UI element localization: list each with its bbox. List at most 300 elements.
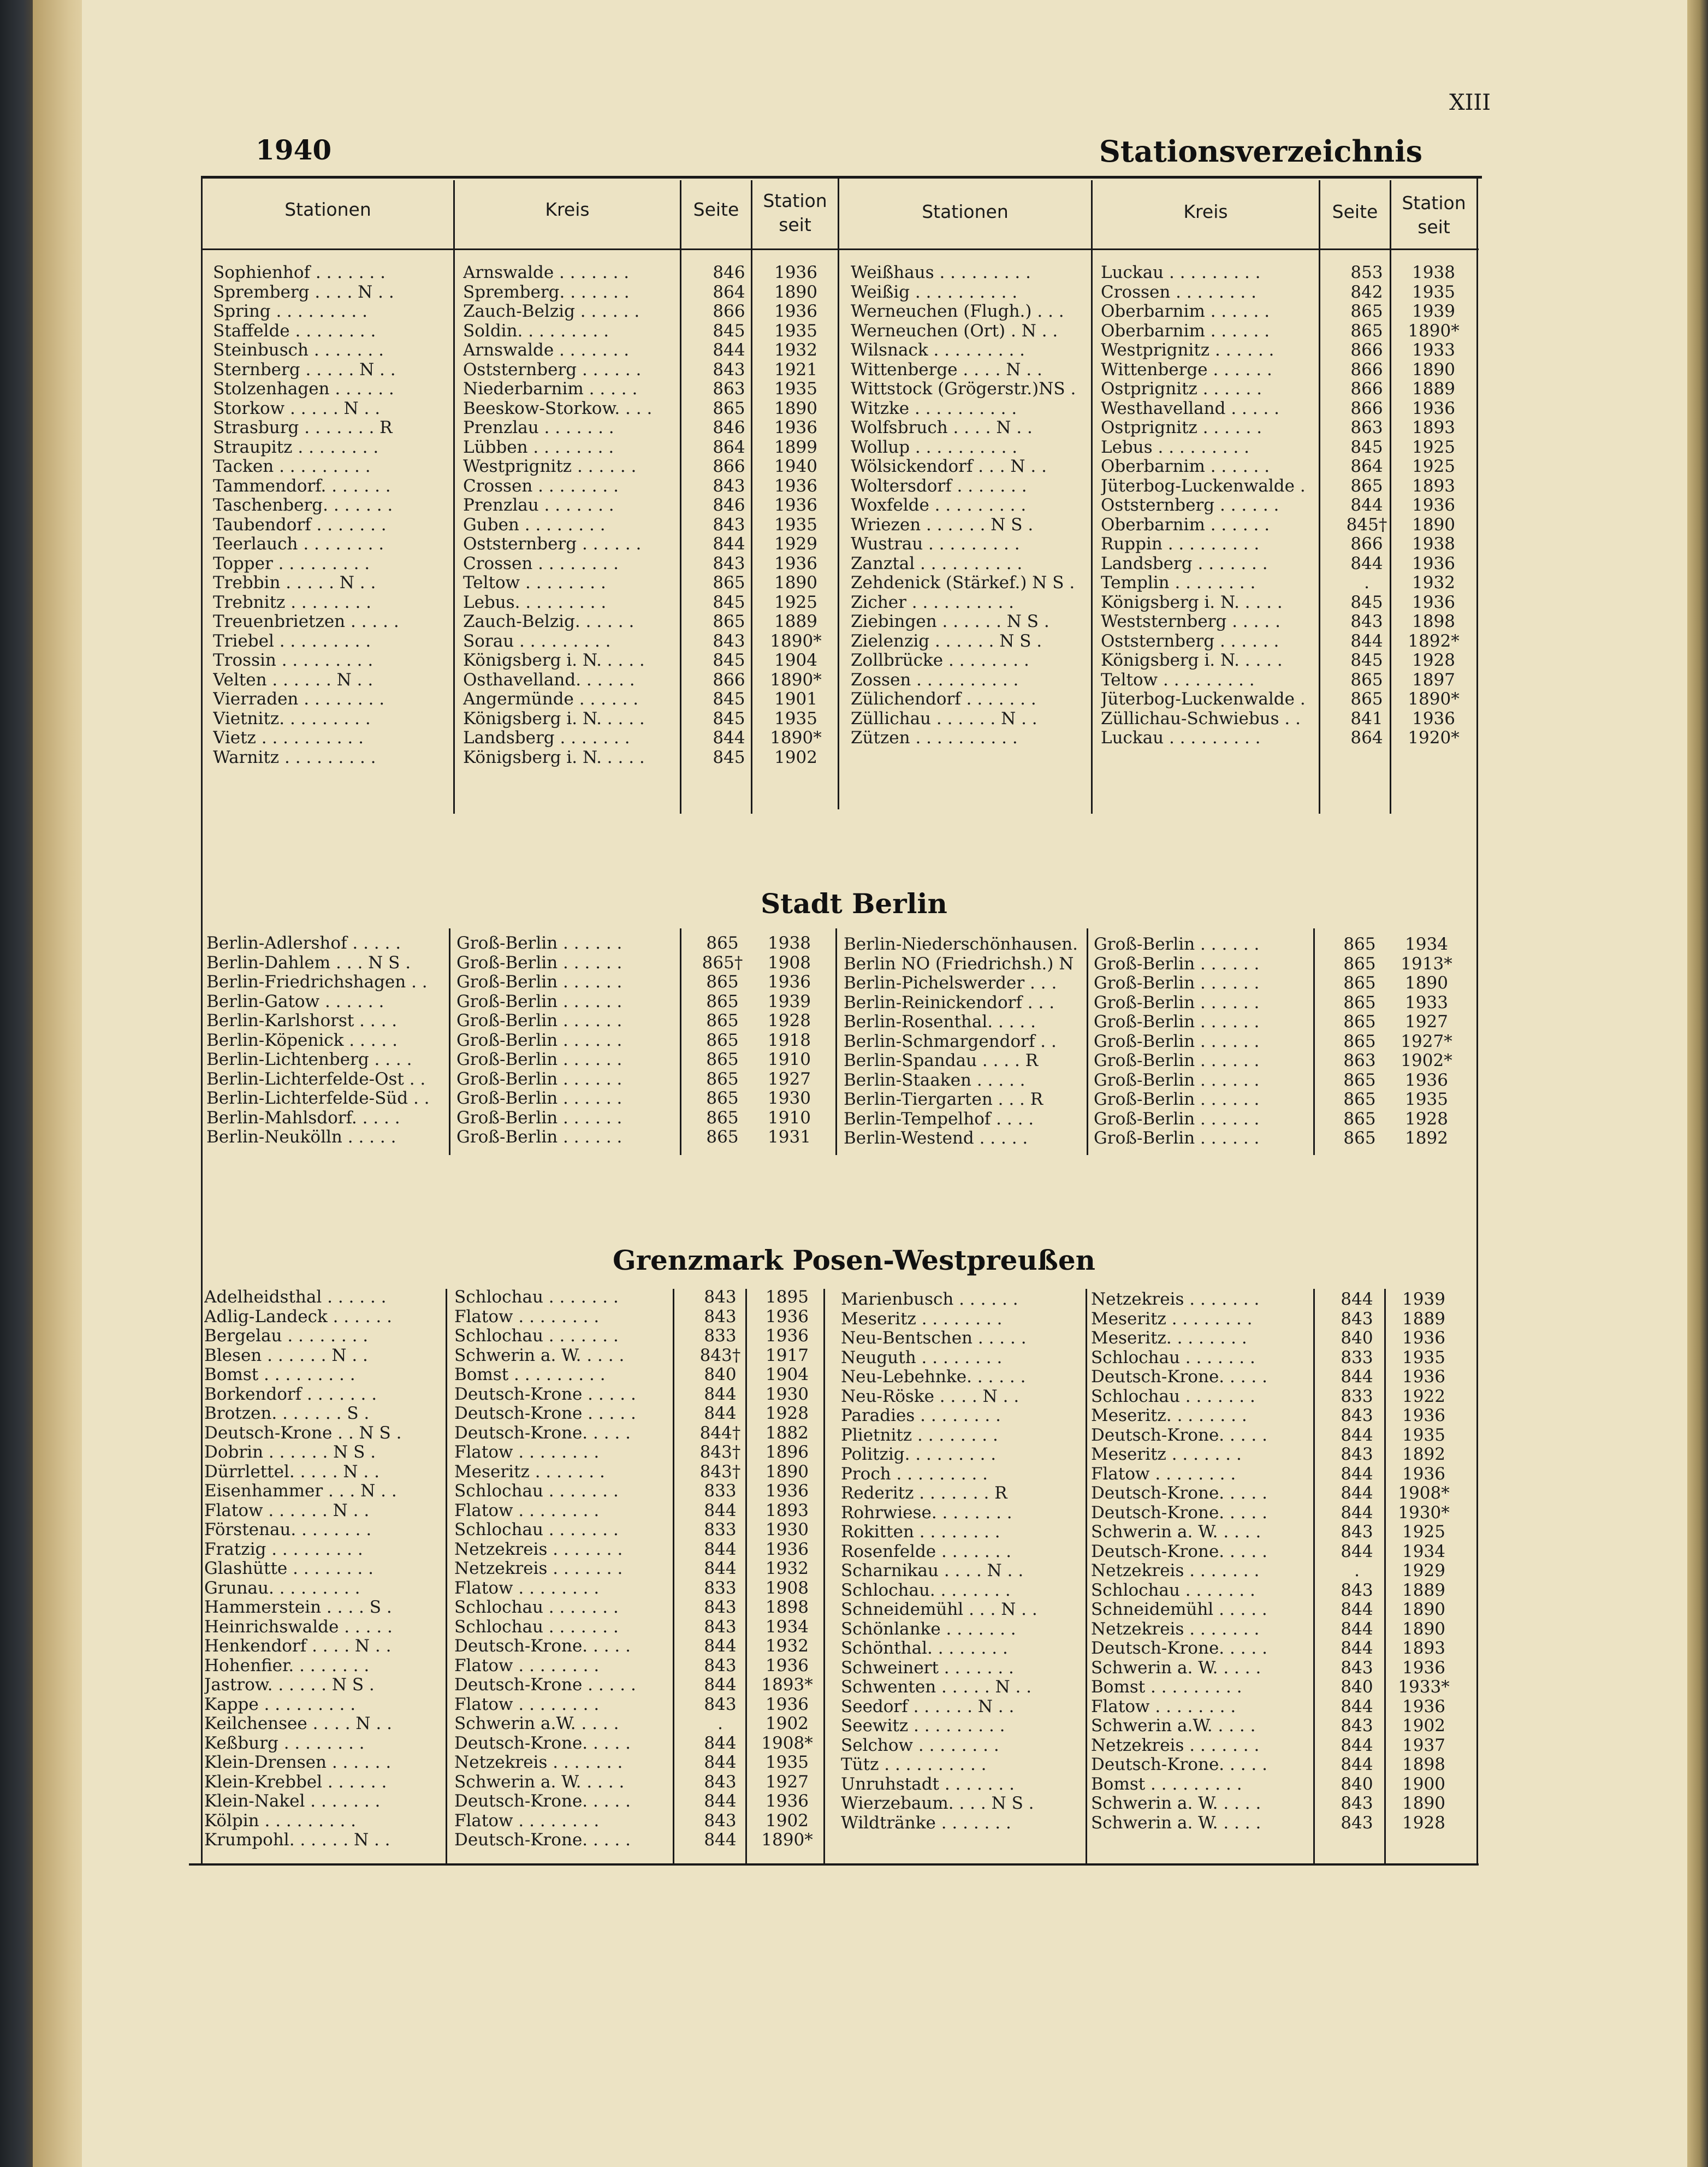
kreis-name: Schwerin a. W. . . . . bbox=[1091, 1813, 1261, 1833]
kreis-name: Deutsch-Krone . . . . . bbox=[454, 1404, 636, 1423]
station-name: Rokitten . . . . . . . . bbox=[841, 1523, 1000, 1542]
station-list bbox=[844, 935, 1466, 1148]
station-name: Klein-Krebbel . . . . . . bbox=[204, 1772, 387, 1792]
kreis-name: Meseritz . . . . . . . . bbox=[1091, 1309, 1253, 1329]
kreis-name: Groß-Berlin . . . . . . bbox=[1094, 993, 1260, 1013]
station-name: Bergelau . . . . . . . . bbox=[204, 1327, 369, 1346]
table-row bbox=[841, 1484, 1463, 1503]
kreis-name: Groß-Berlin . . . . . . bbox=[1094, 1032, 1260, 1051]
station-seit-value: 1932 bbox=[766, 1636, 809, 1656]
table-row bbox=[204, 1598, 827, 1618]
seite-value: . bbox=[1354, 1561, 1360, 1580]
station-seit-value: 1890 bbox=[774, 398, 817, 418]
seite-value: 845 bbox=[713, 321, 745, 341]
station-seit-value: 1927 bbox=[768, 1069, 811, 1089]
kreis-name: Deutsch-Krone . . . . . bbox=[454, 1384, 636, 1404]
table-row bbox=[213, 690, 835, 709]
table-row bbox=[213, 302, 835, 322]
station-seit-value: 1936 bbox=[1412, 592, 1455, 612]
station-seit-value: 1893 bbox=[1412, 476, 1455, 496]
station-seit-value: 1927 bbox=[1405, 1012, 1448, 1032]
station-seit-value: 1898 bbox=[1412, 612, 1455, 631]
kreis-name: Groß-Berlin . . . . . . bbox=[456, 1108, 622, 1128]
seite-value: 840 bbox=[1341, 1328, 1373, 1348]
kreis-name: Oststernberg . . . . . . bbox=[463, 360, 642, 380]
table-row bbox=[841, 1814, 1463, 1833]
kreis-name: Groß-Berlin . . . . . . bbox=[1094, 1051, 1260, 1070]
kreis-name: Schlochau . . . . . . . bbox=[1091, 1348, 1255, 1367]
station-name: Selchow . . . . . . . . bbox=[841, 1736, 999, 1755]
kreis-name: Flatow . . . . . . . . bbox=[1091, 1697, 1236, 1716]
table-row bbox=[213, 418, 835, 438]
station-seit-value: 1890 bbox=[1405, 973, 1448, 993]
header-center-rule bbox=[838, 176, 839, 809]
seite-value: 865 bbox=[1343, 1012, 1376, 1032]
table-row bbox=[204, 1831, 827, 1850]
seite-value: 865 bbox=[1350, 476, 1383, 496]
kreis-name: Oststernberg . . . . . . bbox=[1101, 631, 1279, 651]
station-seit-value: 1890 bbox=[766, 1461, 809, 1482]
station-seit-value: 1893 bbox=[1402, 1638, 1445, 1658]
table-row bbox=[851, 477, 1473, 496]
station-name: Klein-Nakel . . . . . . . bbox=[204, 1792, 381, 1811]
station-name: Schneidemühl . . . N . . bbox=[841, 1600, 1037, 1619]
station-seit-value: 1928 bbox=[1412, 650, 1455, 670]
header-seite-right: Seite bbox=[1332, 201, 1378, 222]
seite-value: 865 bbox=[706, 991, 739, 1011]
seite-value: 843 bbox=[1341, 1444, 1373, 1464]
kreis-name: Netzekreis . . . . . . . bbox=[1091, 1619, 1260, 1639]
seite-value: 844 bbox=[704, 1752, 737, 1772]
table-row bbox=[841, 1503, 1463, 1523]
station-name: Berlin-Lichtenberg . . . . bbox=[206, 1050, 412, 1069]
kreis-name: Groß-Berlin . . . . . . bbox=[456, 1089, 622, 1108]
kreis-name: Oberbarnim . . . . . . bbox=[1101, 302, 1270, 321]
kreis-name: Schlochau . . . . . . . bbox=[454, 1598, 619, 1617]
station-name: Hohenfier. . . . . . . . bbox=[204, 1656, 370, 1675]
table-row bbox=[204, 1288, 827, 1307]
kreis-name: Meseritz . . . . . . . bbox=[1091, 1445, 1242, 1464]
station-name: Berlin-Gatow . . . . . . bbox=[206, 992, 384, 1011]
station-seit-value: 1890* bbox=[770, 728, 822, 748]
station-name: Zielenzig . . . . . . N S . bbox=[851, 631, 1042, 651]
station-seit-value: 1940 bbox=[774, 457, 817, 476]
table-row bbox=[213, 573, 835, 593]
station-name: Berlin-Lichterfelde-Ost . . bbox=[206, 1069, 426, 1089]
seite-value: 866 bbox=[1350, 398, 1383, 418]
station-name: Sternberg . . . . . N . . bbox=[213, 360, 396, 380]
kreis-name: Netzekreis . . . . . . . bbox=[1091, 1290, 1260, 1309]
station-seit-value: 1893 bbox=[1412, 418, 1455, 437]
seite-value: 833 bbox=[1341, 1386, 1373, 1406]
kreis-name: Teltow . . . . . . . . bbox=[463, 573, 606, 593]
station-name: Adlig-Landeck . . . . . . bbox=[204, 1307, 392, 1327]
station-name: Warnitz . . . . . . . . . bbox=[213, 748, 376, 767]
station-seit-value: 1902 bbox=[766, 1714, 809, 1733]
station-seit-value: 1934 bbox=[766, 1617, 809, 1637]
station-name: Proch . . . . . . . . . bbox=[841, 1464, 988, 1484]
station-name: Wustrau . . . . . . . . . bbox=[851, 535, 1020, 554]
station-name: Berlin-Karlshorst . . . . bbox=[206, 1011, 398, 1031]
station-seit-value: 1936 bbox=[766, 1326, 809, 1346]
station-name: Neu-Röske . . . . N . . bbox=[841, 1387, 1019, 1406]
seite-value: 843 bbox=[704, 1694, 737, 1714]
station-name: Dürrlettel. . . . . N . . bbox=[204, 1462, 379, 1482]
station-name: Witzke . . . . . . . . . . bbox=[851, 399, 1017, 418]
seite-value: . bbox=[717, 1714, 723, 1733]
year-heading: 1940 bbox=[256, 134, 332, 166]
station-name: Blesen . . . . . . N . . bbox=[204, 1346, 368, 1365]
station-name: Berlin-Dahlem . . . N S . bbox=[206, 953, 411, 973]
station-seit-value: 1890 bbox=[774, 573, 817, 593]
station-name: Strasburg . . . . . . . R bbox=[213, 418, 393, 437]
table-row bbox=[851, 457, 1473, 477]
kreis-name: Crossen . . . . . . . . bbox=[463, 554, 619, 573]
station-name: Berlin-Niederschönhausen. bbox=[844, 935, 1078, 954]
seite-value: 843 bbox=[1341, 1522, 1373, 1542]
station-name: Teerlauch . . . . . . . . bbox=[213, 535, 384, 554]
station-seit-value: 1882 bbox=[766, 1423, 809, 1443]
station-seit-value: 1936 bbox=[1402, 1328, 1445, 1348]
table-row bbox=[851, 554, 1473, 574]
kreis-name: Deutsch-Krone. . . . . bbox=[1091, 1503, 1267, 1523]
station-seit-value: 1900 bbox=[1402, 1774, 1445, 1794]
table-row bbox=[841, 1523, 1463, 1542]
seite-value: 843 bbox=[704, 1597, 737, 1617]
table-row bbox=[204, 1811, 827, 1831]
kreis-name: Ostprignitz . . . . . . bbox=[1101, 418, 1262, 437]
seite-value: 833 bbox=[704, 1578, 737, 1598]
kreis-name: Schwerin a.W. . . . . bbox=[454, 1714, 619, 1733]
seite-value: 845 bbox=[713, 689, 745, 709]
station-seit-value: 1928 bbox=[766, 1404, 809, 1423]
station-seit-value: 1929 bbox=[1402, 1561, 1445, 1580]
station-name: Stolzenhagen . . . . . . bbox=[213, 380, 394, 399]
kreis-name: Zauch-Belzig . . . . . . bbox=[463, 302, 640, 321]
kreis-name: Schlochau . . . . . . . bbox=[454, 1327, 619, 1346]
kreis-name: Meseritz . . . . . . . bbox=[454, 1462, 605, 1482]
station-seit-value: 1910 bbox=[768, 1108, 811, 1128]
table-row bbox=[213, 516, 835, 535]
station-name: Wollup . . . . . . . . . . bbox=[851, 437, 1018, 457]
table-row bbox=[204, 1482, 827, 1501]
table-row bbox=[841, 1542, 1463, 1562]
kreis-name: Schwerin a. W. . . . . bbox=[1091, 1658, 1261, 1678]
station-seit-value: 1939 bbox=[1412, 301, 1455, 321]
station-seit-value: 1933* bbox=[1398, 1677, 1450, 1697]
kreis-name: Groß-Berlin . . . . . . bbox=[1094, 974, 1260, 993]
seite-value: 865 bbox=[706, 1011, 739, 1031]
kreis-name: Flatow . . . . . . . . bbox=[454, 1443, 600, 1462]
kreis-name: Angermünde . . . . . . bbox=[463, 690, 639, 709]
seite-value: 846 bbox=[713, 263, 745, 282]
table-row bbox=[851, 632, 1473, 652]
station-seit-value: 1936 bbox=[774, 263, 817, 282]
kreis-name: Oberbarnim . . . . . . bbox=[1101, 515, 1270, 535]
station-seit-value: 1890 bbox=[1412, 514, 1455, 535]
station-seit-value: 1892* bbox=[1408, 631, 1460, 651]
station-name: Flatow . . . . . . N . . bbox=[204, 1501, 370, 1520]
station-seit-value: 1918 bbox=[768, 1030, 811, 1050]
seite-value: 866 bbox=[1350, 359, 1383, 380]
table-row bbox=[213, 477, 835, 496]
kreis-name: Zauch-Belzig. . . . . . bbox=[463, 612, 634, 631]
station-seit-value: 1936 bbox=[1412, 495, 1455, 515]
station-seit-value: 1904 bbox=[774, 650, 817, 670]
station-seit-value: 1890* bbox=[1408, 321, 1460, 341]
table-right-rule bbox=[1476, 176, 1478, 1865]
station-name: Neu-Bentschen . . . . . bbox=[841, 1329, 1027, 1348]
table-row bbox=[841, 1310, 1463, 1329]
kreis-name: Meseritz. . . . . . . . bbox=[1091, 1329, 1247, 1348]
station-name: Politzig. . . . . . . . . bbox=[841, 1445, 997, 1464]
table-row bbox=[844, 955, 1466, 974]
kreis-name: Groß-Berlin . . . . . . bbox=[1094, 935, 1260, 954]
seite-value: 844 bbox=[1341, 1464, 1373, 1484]
station-seit-value: 1928 bbox=[1402, 1813, 1445, 1833]
kreis-name: Crossen . . . . . . . . bbox=[463, 476, 619, 496]
section-heading-berlin: Stadt Berlin bbox=[761, 887, 947, 920]
station-name: Jastrow. . . . . . N S . bbox=[204, 1675, 375, 1695]
kreis-name: Beeskow-Storkow. . . . bbox=[463, 399, 653, 418]
table-row bbox=[851, 418, 1473, 438]
table-row bbox=[206, 1011, 829, 1031]
table-row bbox=[851, 593, 1473, 613]
seite-value: 865† bbox=[702, 952, 743, 973]
kreis-name: Lebus . . . . . . . . . bbox=[1101, 437, 1250, 457]
seite-value: 844 bbox=[713, 534, 745, 554]
seite-value: 844 bbox=[704, 1791, 737, 1811]
seite-value: 833 bbox=[704, 1326, 737, 1346]
station-name: Woxfelde . . . . . . . . . bbox=[851, 496, 1027, 515]
station-list bbox=[204, 1288, 827, 1850]
station-seit-value: 1902* bbox=[1401, 1051, 1452, 1070]
table-row bbox=[206, 934, 829, 954]
table-left-rule bbox=[201, 176, 203, 1865]
station-name: Dobrin . . . . . . N S . bbox=[204, 1443, 376, 1462]
table-row bbox=[204, 1327, 827, 1346]
station-name: Kappe . . . . . . . . . bbox=[204, 1695, 356, 1714]
table-row bbox=[851, 283, 1473, 303]
station-name: Zicher . . . . . . . . . . bbox=[851, 593, 1015, 612]
seite-value: 840 bbox=[1341, 1774, 1373, 1794]
station-seit-value: 1930* bbox=[1398, 1502, 1450, 1523]
seite-value: 844 bbox=[1341, 1619, 1373, 1639]
kreis-name: Groß-Berlin . . . . . . bbox=[1094, 1129, 1260, 1148]
kreis-name: Luckau . . . . . . . . . bbox=[1101, 729, 1261, 748]
seite-value: 845 bbox=[1350, 437, 1383, 457]
station-seit-value: 1902 bbox=[774, 747, 817, 767]
seite-value: 866 bbox=[713, 457, 745, 476]
seite-value: 866 bbox=[1350, 379, 1383, 399]
kreis-name: Groß-Berlin . . . . . . bbox=[456, 1128, 622, 1147]
station-name: Förstenau. . . . . . . . bbox=[204, 1520, 372, 1540]
station-seit-value: 1936 bbox=[1402, 1696, 1445, 1716]
seite-value: 863 bbox=[1343, 1051, 1376, 1070]
section-heading-grenzmark: Grenzmark Posen-Westpreußen bbox=[613, 1244, 1095, 1276]
station-name: Wolfsbruch . . . . N . . bbox=[851, 418, 1033, 437]
station-name: Hammerstein . . . . S . bbox=[204, 1598, 392, 1617]
table-row bbox=[841, 1445, 1463, 1465]
table-row bbox=[841, 1561, 1463, 1581]
station-name: Grunau. . . . . . . . . bbox=[204, 1578, 360, 1598]
station-name: Berlin-Adlershof . . . . . bbox=[206, 934, 401, 953]
seite-value: 844 bbox=[704, 1404, 737, 1423]
kreis-name: Deutsch-Krone . . . . . bbox=[454, 1675, 636, 1695]
station-seit-value: 1935 bbox=[1412, 282, 1455, 302]
table-row bbox=[206, 992, 829, 1012]
table-row bbox=[204, 1656, 827, 1676]
station-seit-value: 1936 bbox=[1405, 1070, 1448, 1090]
kreis-name: Groß-Berlin . . . . . . bbox=[1094, 1109, 1260, 1129]
station-seit-value: 1936 bbox=[766, 1694, 809, 1714]
station-seit-value: 1936 bbox=[768, 972, 811, 992]
header-stationen-right: Stationen bbox=[922, 201, 1009, 222]
seite-value: 845 bbox=[1350, 650, 1383, 670]
kreis-name: Deutsch-Krone. . . . . bbox=[1091, 1542, 1267, 1561]
seite-value: 843 bbox=[713, 553, 745, 573]
station-seit-value: 1890* bbox=[761, 1830, 813, 1850]
station-seit-value: 1936 bbox=[1412, 553, 1455, 573]
station-seit-value: 1889 bbox=[774, 612, 817, 631]
station-list bbox=[851, 263, 1473, 748]
station-seit-value: 1922 bbox=[1402, 1386, 1445, 1406]
station-seit-value: 1925 bbox=[1402, 1522, 1445, 1542]
station-seit-value: 1890 bbox=[1402, 1793, 1445, 1813]
seite-value: 844 bbox=[1350, 553, 1383, 573]
station-seit-value: 1930 bbox=[766, 1384, 809, 1404]
seite-value: 844 bbox=[713, 728, 745, 748]
seite-value: 865 bbox=[1343, 1090, 1376, 1109]
station-seit-value: 1933 bbox=[1405, 992, 1448, 1013]
seite-value: 844† bbox=[699, 1423, 741, 1443]
kreis-name: Groß-Berlin . . . . . . bbox=[456, 1050, 622, 1069]
table-row bbox=[206, 1070, 829, 1090]
station-name: Keßburg . . . . . . . . bbox=[204, 1733, 365, 1753]
station-seit-value: 1936 bbox=[1402, 1464, 1445, 1484]
table-row bbox=[204, 1695, 827, 1715]
seite-value: 846 bbox=[713, 495, 745, 515]
station-seit-value: 1935 bbox=[1402, 1425, 1445, 1445]
station-seit-value: 1935 bbox=[766, 1752, 809, 1772]
header-bottom-rule bbox=[201, 248, 1479, 250]
table-row bbox=[213, 496, 835, 516]
seite-value: 866 bbox=[713, 301, 745, 321]
kreis-name: Arnswalde . . . . . . . bbox=[463, 263, 630, 282]
table-row bbox=[204, 1714, 827, 1734]
kreis-name: Königsberg i. N. . . . . bbox=[1101, 593, 1283, 612]
kreis-name: Lebus. . . . . . . . . bbox=[463, 593, 607, 612]
station-name: Schlochau. . . . . . . . bbox=[841, 1580, 1011, 1600]
station-seit-value: 1892 bbox=[1402, 1444, 1445, 1464]
station-seit-value: 1904 bbox=[766, 1365, 809, 1384]
station-name: Seedorf . . . . . . N . . bbox=[841, 1697, 1015, 1716]
kreis-name: Luckau . . . . . . . . . bbox=[1101, 263, 1261, 282]
seite-value: 865 bbox=[706, 1088, 739, 1108]
kreis-name: Deutsch-Krone. . . . . bbox=[454, 1831, 631, 1850]
station-name: Zehdenick (Stärkef.) N S . bbox=[851, 573, 1075, 593]
seite-value: 843 bbox=[1341, 1813, 1373, 1833]
table-row bbox=[841, 1775, 1463, 1795]
kreis-name: Deutsch-Krone. . . . . bbox=[454, 1792, 631, 1811]
table-row bbox=[204, 1346, 827, 1366]
table-row bbox=[844, 1110, 1466, 1129]
seite-value: 844 bbox=[704, 1500, 737, 1520]
table-row bbox=[204, 1443, 827, 1463]
station-name: Berlin-Köpenick . . . . . bbox=[206, 1031, 398, 1050]
seite-value: 840 bbox=[704, 1365, 737, 1384]
seite-value: 865 bbox=[1343, 992, 1376, 1013]
table-row bbox=[851, 438, 1473, 458]
station-seit-value: 1934 bbox=[1405, 934, 1448, 954]
table-row bbox=[844, 1051, 1466, 1071]
station-name: Berlin-Spandau . . . . R bbox=[844, 1051, 1039, 1070]
table-row bbox=[841, 1639, 1463, 1659]
station-seit-value: 1938 bbox=[1412, 534, 1455, 554]
station-list bbox=[841, 1290, 1463, 1833]
kreis-name: Sorau . . . . . . . . . bbox=[463, 631, 611, 651]
station-seit-value: 1936 bbox=[774, 418, 817, 437]
station-name: Weißig . . . . . . . . . . bbox=[851, 282, 1018, 302]
seite-value: 845 bbox=[713, 708, 745, 729]
station-name: Berlin NO (Friedrichsh.) N bbox=[844, 954, 1074, 974]
station-name: Berlin-Westend . . . . . bbox=[844, 1129, 1028, 1148]
station-name: Seewitz . . . . . . . . . bbox=[841, 1716, 1005, 1736]
station-seit-value: 1901 bbox=[774, 689, 817, 709]
header-seit-left bbox=[752, 189, 838, 237]
seite-value: 843† bbox=[699, 1461, 741, 1482]
kreis-name: Schlochau . . . . . . . bbox=[454, 1288, 619, 1307]
table-row bbox=[841, 1794, 1463, 1814]
kreis-name: Teltow . . . . . . . . . bbox=[1101, 670, 1255, 690]
header-stationen-left: Stationen bbox=[284, 199, 371, 220]
header-seit-line2: seit bbox=[1418, 216, 1450, 238]
header-seite-left: Seite bbox=[693, 199, 739, 220]
seite-value: 844 bbox=[704, 1384, 737, 1404]
table-row bbox=[206, 1050, 829, 1070]
station-name: Paradies . . . . . . . . bbox=[841, 1406, 1001, 1425]
kreis-name: Flatow . . . . . . . . bbox=[454, 1307, 600, 1327]
seite-value: 844 bbox=[1341, 1600, 1373, 1619]
station-seit-value: 1936 bbox=[766, 1539, 809, 1559]
seite-value: 843 bbox=[704, 1810, 737, 1831]
table-row bbox=[213, 709, 835, 729]
station-name: Zanztal . . . . . . . . . . bbox=[851, 554, 1023, 573]
table-row bbox=[206, 1089, 829, 1109]
seite-value: 844 bbox=[704, 1830, 737, 1850]
seite-value: 843 bbox=[704, 1655, 737, 1675]
kreis-name: Netzekreis . . . . . . . bbox=[454, 1753, 623, 1772]
station-seit-value: 1898 bbox=[1402, 1755, 1445, 1774]
seite-value: 844 bbox=[1350, 631, 1383, 651]
table-row bbox=[204, 1404, 827, 1424]
kreis-name: Schneidemühl . . . . . bbox=[1091, 1600, 1267, 1619]
station-seit-value: 1935 bbox=[774, 514, 817, 535]
station-name: Henkendorf . . . . N . . bbox=[204, 1637, 392, 1656]
station-name: Taschenberg. . . . . . . bbox=[213, 496, 393, 515]
table-bottom-rule bbox=[189, 1863, 1479, 1866]
table-row bbox=[844, 993, 1466, 1013]
station-name: Wölsickendorf . . . N . . bbox=[851, 457, 1047, 476]
station-name: Schwenten . . . . . N . . bbox=[841, 1678, 1032, 1697]
station-seit-value: 1889 bbox=[1402, 1309, 1445, 1329]
table-row bbox=[204, 1753, 827, 1773]
seite-value: 843† bbox=[699, 1442, 741, 1462]
station-seit-value: 1925 bbox=[774, 592, 817, 612]
station-name: Schönlanke . . . . . . . bbox=[841, 1619, 1016, 1639]
kreis-name: Crossen . . . . . . . . bbox=[1101, 282, 1256, 302]
seite-value: 844 bbox=[713, 340, 745, 360]
